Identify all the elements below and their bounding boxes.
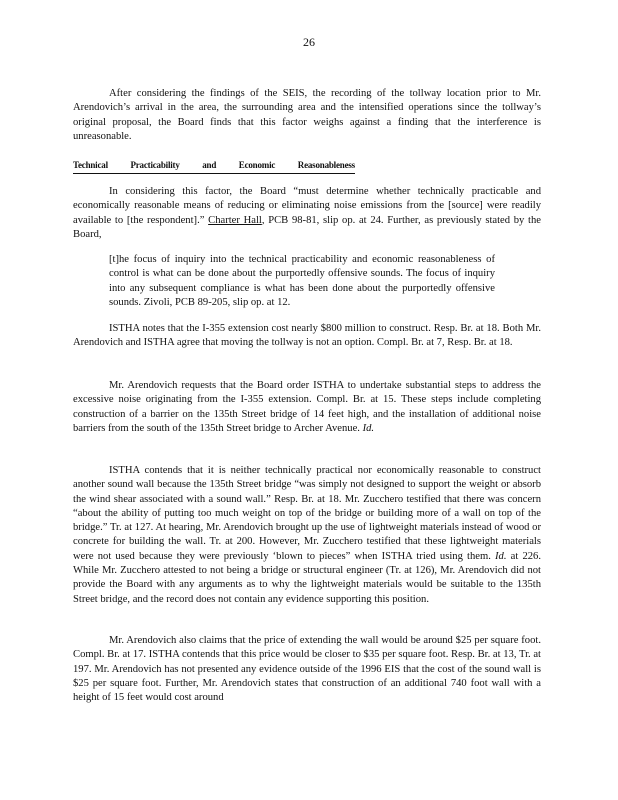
paragraph-text: In considering this factor, the Board “must determine whether technically practicable and economically reasonable means of reducing or eliminating noise emissions from the [source] were readily available to [the respondent].”	[73, 186, 541, 226]
id-citation: Id.	[362, 422, 375, 434]
paragraph-seis-findings	[73, 87, 541, 144]
section-heading	[73, 158, 355, 174]
block-quote	[109, 253, 495, 310]
paragraph-istha-cost	[73, 322, 541, 351]
case-citation: Zivoli	[143, 296, 170, 308]
page-number: 26	[303, 35, 315, 49]
paragraph-price-claims	[73, 634, 541, 705]
paragraph-text: After considering the findings of the SEIS, the recording of the tollway location prior to Mr. Arendovich’s arrival in the area, the surrounding area and the intensified operations since the tollway’s original proposal, the Board finds that this factor weighs against a finding that the interference is unreasonable.	[73, 88, 541, 142]
quote-text: , PCB 89-205, slip op. at 12.	[169, 296, 291, 308]
paragraph-text: ISTHA notes that the I-355 extension cost nearly $800 million to construct. Resp. Br. at 18. Both Mr. Arendovich and ISTHA agree that moving the tollway is not an option. Compl. Br. at 7, Resp. Br. at 18.	[73, 323, 541, 349]
heading-word: Practicability	[130, 160, 180, 170]
paragraph-text: Mr. Arendovich also claims that the price of extending the wall would be around $25 per square foot. Compl. Br. at 17. ISTHA contends that this price would be closer to $35 per square foot. Resp. Br. at 13, Tr. at 197. Mr. Arendovich has not presented any evidence outside of the 1996 EIS that the cost of the sound wall is $25 per square foot. Further, Mr. Arendovich states that construction of an additional 740 foot wall with a height of 15 feet would cost around	[73, 635, 541, 704]
paragraph-istha-contends	[73, 464, 541, 607]
paragraph-text: at 226. While Mr. Zucchero attested to not being a bridge or structural engineer (Tr. at 126), Mr. Arendovich did not provide the Board with any arguments as to why the lightweight materials would be suitable to the 135th Street bridge, and the record does not contain any evidence supporting this position.	[73, 550, 541, 605]
heading-word: and	[202, 160, 217, 170]
quote-text: [t]he focus of inquiry into the technical practicability and economic reasonableness of control is what can be done about the purportedly offensive sounds. The focus of inquiry into any subsequent compliance is what has been done about the purportedly offensive sounds.	[109, 254, 495, 308]
id-citation: Id.	[495, 550, 507, 562]
case-citation: Charter Hall	[208, 214, 262, 226]
heading-word: Reasonableness	[297, 160, 355, 170]
paragraph-arendovich-requests	[73, 379, 541, 436]
paragraph-text: , PCB 98-81, slip op. at 24. Further, as previously stated by the Board,	[73, 214, 542, 240]
heading-word: Technical	[73, 160, 108, 170]
paragraph-considering-factor	[73, 185, 541, 242]
paragraph-text: Mr. Arendovich requests that the Board order ISTHA to undertake substantial steps to address the excessive noise originating from the I-355 extension. Compl. Br. at 15. These steps include completing construction of a barrier on the 135th Street bridge of 14 feet high, and the installation of additional noise barriers from the south of the 135th Street bridge to Archer Avenue.	[73, 380, 541, 434]
heading-word: Economic	[238, 160, 276, 170]
paragraph-text: ISTHA contends that it is neither technically practical nor economically reasonable to construct another sound wall because the 135th Street bridge “was simply not designed to support the weight or absorb the wind shear associated with a sound wall.” Resp. Br. at 18. Mr. Zucchero testified that there was concern “about the ability of putting too much weight on top of the bridge or building more of a wall on top of the bridge.” Tr. at 127. At hearing, Mr. Arendovich brought up the use of lightweight materials instead of wood or concrete for building the wall. Tr. at 200. However, Mr. Zucchero testified that these lightweight materials were not used because they were previously ‘blown to pieces” when ISTHA tried using them.	[73, 465, 541, 562]
